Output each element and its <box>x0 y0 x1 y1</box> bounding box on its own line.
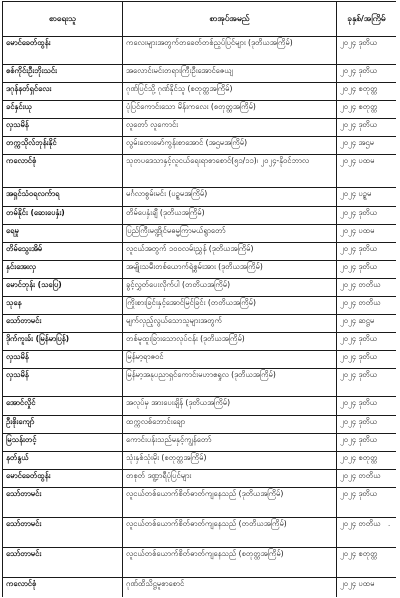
issue-cell: ၂၀၂၄ ဒုတိယ <box>337 415 397 433</box>
header-issue: ခုနှစ်/အကြိမ် <box>337 2 397 37</box>
document-page <box>2 1 396 597</box>
table-row <box>3 188 397 206</box>
issue-cell: ၂၀၂၄ တတိယ <box>337 278 397 296</box>
title-cell: ကြိုးစားခြင်းနှင့်အောင်မြင်ခြင်း (တတိယအကြိမ်) <box>123 297 337 315</box>
author-cell: မြသန်းတင့် <box>3 433 123 451</box>
author-cell: မောင်ခေတ်ထွန်း <box>3 37 123 65</box>
table-row <box>3 137 397 155</box>
author-cell: ရေမှု <box>3 224 123 242</box>
author-cell: ဦးစိုးကျော် <box>3 415 123 433</box>
author-cell: ခင်နှင်းယု <box>3 101 123 119</box>
table-row <box>3 260 397 278</box>
title-cell: မြန်မာ့အနုပညာရှင်ကောင်းမဟာဧရှုလ (ဒုတိယအကြိမ်) <box>123 369 337 397</box>
author-cell: အောင်လှိုင် <box>3 397 123 415</box>
author-cell: တိမ်သွေးအိမ် <box>3 242 123 260</box>
title-cell: သုတပဒေသာနှင့်လူငယ်ရေးရာစာစောင်(၅၁/၁၁)၊ ၂၀၂၄-နိုဝင်ဘာလ <box>123 155 337 188</box>
issue-cell: ၂၀၂၄ အဌမ <box>337 137 397 155</box>
table-row <box>3 547 397 577</box>
table-row <box>3 487 397 517</box>
title-cell: လူငယ်အတွက် ၁၀၀လမ်းညွှန် (ဒုတိယအကြိမ်) <box>123 242 337 260</box>
table-row <box>3 224 397 242</box>
title-cell: တစုတ် ဒဏ္ဍာရီပုံပြင်များ <box>123 469 337 487</box>
title-cell: မြန်မာ့ရာဇဝင် <box>123 351 337 369</box>
issue-cell: ၂၀၂၄ ဒုတိယ <box>337 242 397 260</box>
title-cell: ပြည်ကြီးမဏ္ဍိုင်မဓမ္မကြာမယ်ရွာတော် <box>123 224 337 242</box>
title-cell: ကောင်းပန်းသည်မနှင့်ကျွန်တော် <box>123 433 337 451</box>
title-cell: လူငယ်တစ်ယောက်စိတ်ဓာတ်ကျနေသည် (ဒုတိယအကြိမ်) <box>123 487 337 517</box>
issue-cell: ၂၀၂၄ တတိယ <box>337 297 397 315</box>
author-cell: ဒိုက်ကူးခ်း (မြန်မာပြန်) <box>3 333 123 351</box>
author-cell: ဒဂုန်နတ်ရှင်လေး <box>3 83 123 101</box>
title-cell: လူငယ်တစ်ယောက်စိတ်ဓာတ်ကျနေသည် (တတိယအကြိမ်) <box>123 517 337 547</box>
table-row <box>3 242 397 260</box>
author-cell: သော်တာမင်း <box>3 315 123 333</box>
issue-cell: ၂၀၂၄ ဒုတိယ <box>337 333 397 351</box>
table-row <box>3 415 397 433</box>
table-row <box>3 297 397 315</box>
table-row <box>3 451 397 469</box>
issue-cell: ၂၀၂၄ ပထမ <box>337 155 397 188</box>
title-cell: ပုံပြင်ကောင်းသော မိန်းကလေး (စတုတ္ထအကြိမ်) <box>123 101 337 119</box>
issue-cell: ၂၀၂၄ ဒုတိယ <box>337 260 397 278</box>
issue-cell: ၂၀၂၄ ဒုတိယ <box>337 206 397 224</box>
table-row <box>3 333 397 351</box>
author-cell: မောင်ဘုန်း (သပြေ) <box>3 278 123 296</box>
table-row <box>3 155 397 188</box>
issue-cell: ၂၀၂၄ စတုတ္ထ <box>337 451 397 469</box>
table-row <box>3 278 397 296</box>
issue-cell: ၂၀၂၄ ပဥ္စမ <box>337 188 397 206</box>
issue-cell: ၂၀၂၄ ဒုတိယ <box>337 65 397 83</box>
title-cell: ကလေးများအတွက်တခေတ်တစ်ည့ပ်ပြင်များ (ဒုတိယအကြိမ်) <box>123 37 337 65</box>
title-cell: လူတော် လူကောင်း <box>123 119 337 137</box>
issue-cell: ၂၀၂၄ ဒုတိယ <box>337 397 397 415</box>
author-cell: စစ်ကိုင်းဦးဘိုးသင်း <box>3 65 123 83</box>
title-cell: သုံးနှစ်သုံးမိုး (စတုတ္ထအကြိမ်) <box>123 451 337 469</box>
table-row <box>3 37 397 65</box>
table-row <box>3 369 397 397</box>
issue-cell: ၂၀၂၄ ဒုတိယ <box>337 487 397 517</box>
issue-cell: ၂၀၂၄ ဒုတိယ <box>337 37 397 65</box>
issue-cell: ၂၀၂၄ ဒုတိယ <box>337 351 397 369</box>
author-cell: တမ်နိုင်း (ဆေးပေနှံး) <box>3 206 123 224</box>
table-row <box>3 577 397 597</box>
issue-cell: ၂၀၂၄ စတုတ္ထ <box>337 547 397 577</box>
title-cell: အမျိုးသမီးတစ်ယောက်ရဲ့စွမ်းအား (ဒုတိယအကြိမ်) <box>123 260 337 278</box>
title-cell: တိမ်ပေနှံးချီ (ဒုတိယအကြိမ်) <box>123 206 337 224</box>
author-cell: တက္ကသိုလ်ဘုန်းနိုင် <box>3 137 123 155</box>
table-header-row <box>3 2 397 37</box>
table-row <box>3 469 397 487</box>
table-row <box>3 315 397 333</box>
book-list-table <box>2 1 396 597</box>
issue-cell: ၂၀၂၄ ဒုတိယ <box>337 369 397 397</box>
table-row <box>3 433 397 451</box>
author-cell: အရှင်သံဝရလက်ာရ <box>3 188 123 206</box>
title-cell: ထက္ကလစ်ဘောင်းချော <box>123 415 337 433</box>
author-cell: လှသမိန် <box>3 119 123 137</box>
title-cell: တစ်မူထူးခြားသောလုပ်ငန်း (ဒုတိယအကြိမ်) <box>123 333 337 351</box>
title-cell: မျက်လှည့်လွယ်သောသူများအတွက် <box>123 315 337 333</box>
issue-cell: ၂၀၂၄ ဆဋ္ဌမ <box>337 315 397 333</box>
author-cell: မောင်ခေတ်ထွန်း <box>3 469 123 487</box>
author-cell: လှသမိန် <box>3 351 123 369</box>
table-row <box>3 119 397 137</box>
table-row <box>3 206 397 224</box>
author-cell: ကလောင်စုံ <box>3 577 123 597</box>
ink-speck-mark: · <box>388 522 391 530</box>
issue-cell: ၂၀၂၄ ပထမ <box>337 577 397 597</box>
title-cell: ခွင့်လွှတ်ပေးလိုက်ပါ (တတိယအကြိမ်) <box>123 278 337 296</box>
issue-cell: ၂၀၂၄ ဒုတိယ <box>337 433 397 451</box>
title-cell: လွမ်းတေးမော်ကွန်းစာအောင် (အဌမအကြိမ်) <box>123 137 337 155</box>
table-row <box>3 65 397 83</box>
header-title: စာအုပ်အမည် <box>123 2 337 37</box>
author-cell: သော်တာမင်း <box>3 487 123 517</box>
table-row <box>3 351 397 369</box>
title-cell: မင်္ဂလာစွမ်းမင်း (ပဥ္စမအကြိမ်) <box>123 188 337 206</box>
title-cell: အလောင်းမင်းတရားကြီးဦးအောင်ဇေယျ <box>123 65 337 83</box>
author-cell: နတ်နွယ် <box>3 451 123 469</box>
header-author: စာရေးသူ <box>3 2 123 37</box>
author-cell: သော်တာမင်း <box>3 547 123 577</box>
issue-cell: ၂၀၂၄ စတုတ္ထ <box>337 101 397 119</box>
title-cell: အလုပ်မှ အားပေးချိန် (ဒုတိယအကြိမ်) <box>123 397 337 415</box>
title-cell: လူငယ်တစ်ယောက်စိတ်ဓာတ်ကျနေသည် (စတုတ္ထအကြိမ်) <box>123 547 337 577</box>
author-cell: ကလောင်စုံ <box>3 155 123 188</box>
author-cell: သော်တာမင်း <box>3 517 123 547</box>
author-cell: လှသမိန် <box>3 369 123 397</box>
title-cell: ဂုဏ်ပြင်သို့ ဂုဏ်နိုင်သူ (စတုတ္ထအကြိမ်) <box>123 83 337 101</box>
table-row <box>3 397 397 415</box>
issue-cell: ၂၀၂၄ ပထမ <box>337 224 397 242</box>
author-cell: သုနေ <box>3 297 123 315</box>
table-row <box>3 101 397 119</box>
issue-cell: ၂၀၂၄ စတုတ္ထ <box>337 83 397 101</box>
author-cell: နှင်းအေးလှ <box>3 260 123 278</box>
issue-cell: ၂၀၂၄ ဒုတိယ <box>337 119 397 137</box>
issue-cell: ၂၀၂၄ တတိယ <box>337 469 397 487</box>
issue-cell: ၂၀၂၄ တတိယ <box>337 517 397 547</box>
title-cell: ဂုဏ်ထိသိဋ္ဌမူစာစောင် <box>123 577 337 597</box>
table-row <box>3 517 397 547</box>
table-row <box>3 83 397 101</box>
